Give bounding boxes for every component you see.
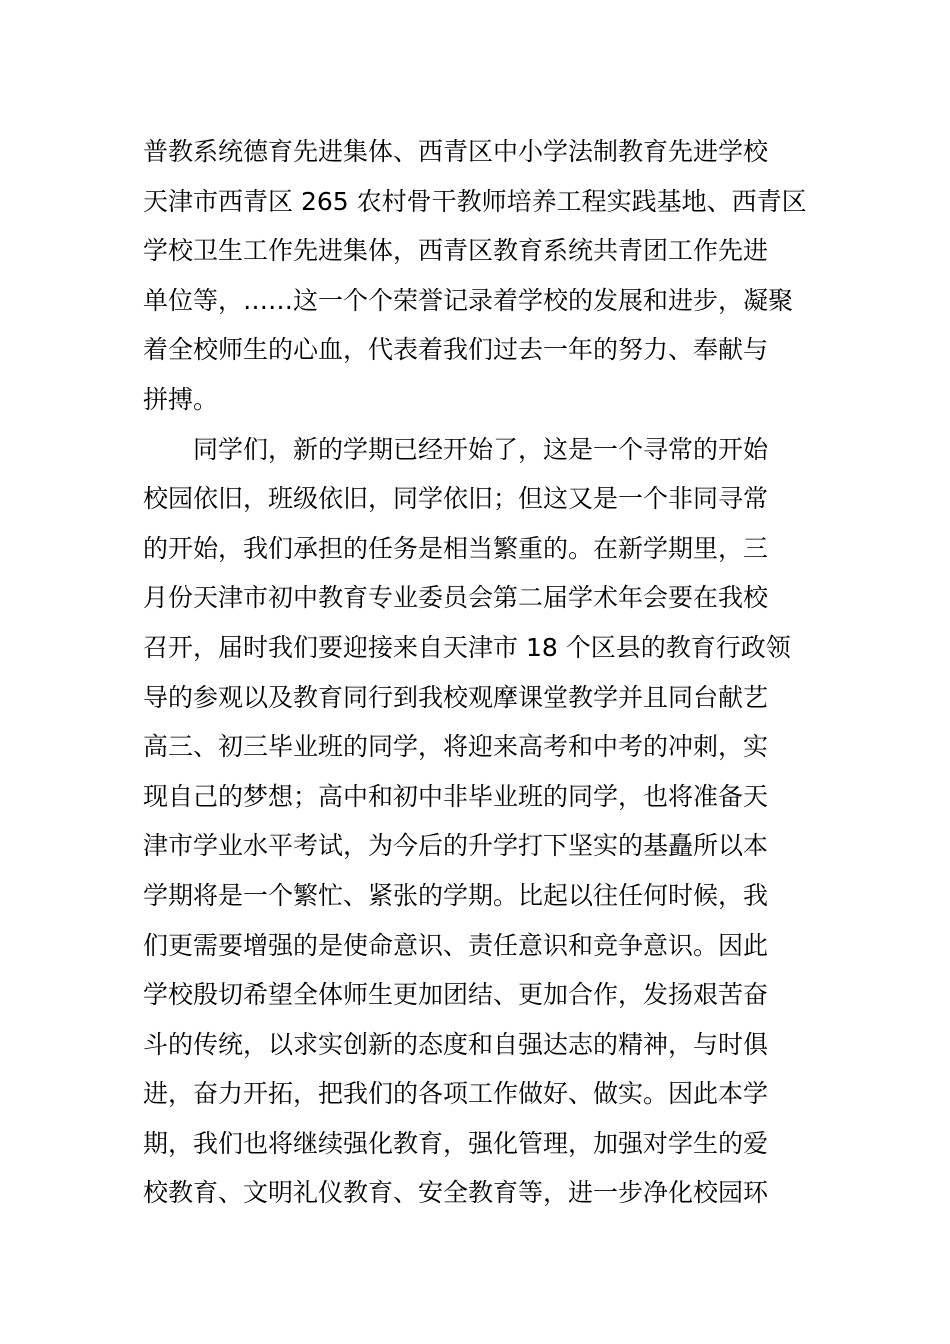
text-line: 拼搏。 (143, 384, 219, 414)
text-line: 导的参观以及教育同行到我校观摩课堂教学并且同台献艺 (143, 682, 769, 712)
text-line: 同学们，新的学期已经开始了，这是一个寻常的开始 (193, 434, 769, 464)
text-line: 高三、初三毕业班的同学，将迎来高考和中考的冲刺，实 (143, 732, 769, 762)
text-line: 现自己的梦想；高中和初中非毕业班的同学，也将准备天 (143, 781, 769, 811)
body-text (143, 127, 813, 1218)
text-line: 着全校师生的心血，代表着我们过去一年的努力、奉献与 (143, 335, 769, 365)
text-line: 校教育、文明礼仪教育、安全教育等，进一步净化校园环 (143, 1178, 769, 1208)
text-line: 校园依旧，班级依旧，同学依旧；但这又是一个非同寻常 (143, 484, 769, 514)
text-line: 天津市西青区 265 农村骨干教师培养工程实践基地、西青区 (143, 186, 807, 216)
text-line: 单位等，……这一个个荣誉记录着学校的发展和进步，凝聚 (143, 285, 794, 315)
text-line: 学校殷切希望全体师生更加团结、更加合作，发扬艰苦奋 (143, 980, 769, 1010)
text-line: 进，奋力开拓，把我们的各项工作做好、做实。因此本学 (143, 1079, 769, 1109)
text-line: 们更需要增强的是使命意识、责任意识和竞争意识。因此 (143, 930, 769, 960)
text-line: 津市学业水平考试，为今后的升学打下坚实的基矗所以本 (143, 831, 769, 861)
text-line: 斗的传统，以求实创新的态度和自强达志的精神，与时俱 (143, 1029, 769, 1059)
text-line: 学期将是一个繁忙、紧张的学期。比起以往任何时候，我 (143, 880, 769, 910)
text-line: 召开，届时我们要迎接来自天津市 18 个区县的教育行政领 (143, 632, 791, 662)
text-line: 普教系统德育先进集体、西青区中小学法制教育先进学校 (143, 137, 769, 166)
text-line: 的开始，我们承担的任务是相当繁重的。在新学期里，三 (143, 533, 769, 563)
text-line: 学校卫生工作先进集体，西青区教育系统共青团工作先进 (143, 236, 769, 266)
paragraph-2 (143, 425, 813, 1219)
text-line: 期，我们也将继续强化教育，强化管理，加强对学生的爱 (143, 1128, 769, 1158)
paragraph-1 (143, 127, 813, 425)
text-line: 月份天津市初中教育专业委员会第二届学术年会要在我校 (143, 583, 769, 613)
